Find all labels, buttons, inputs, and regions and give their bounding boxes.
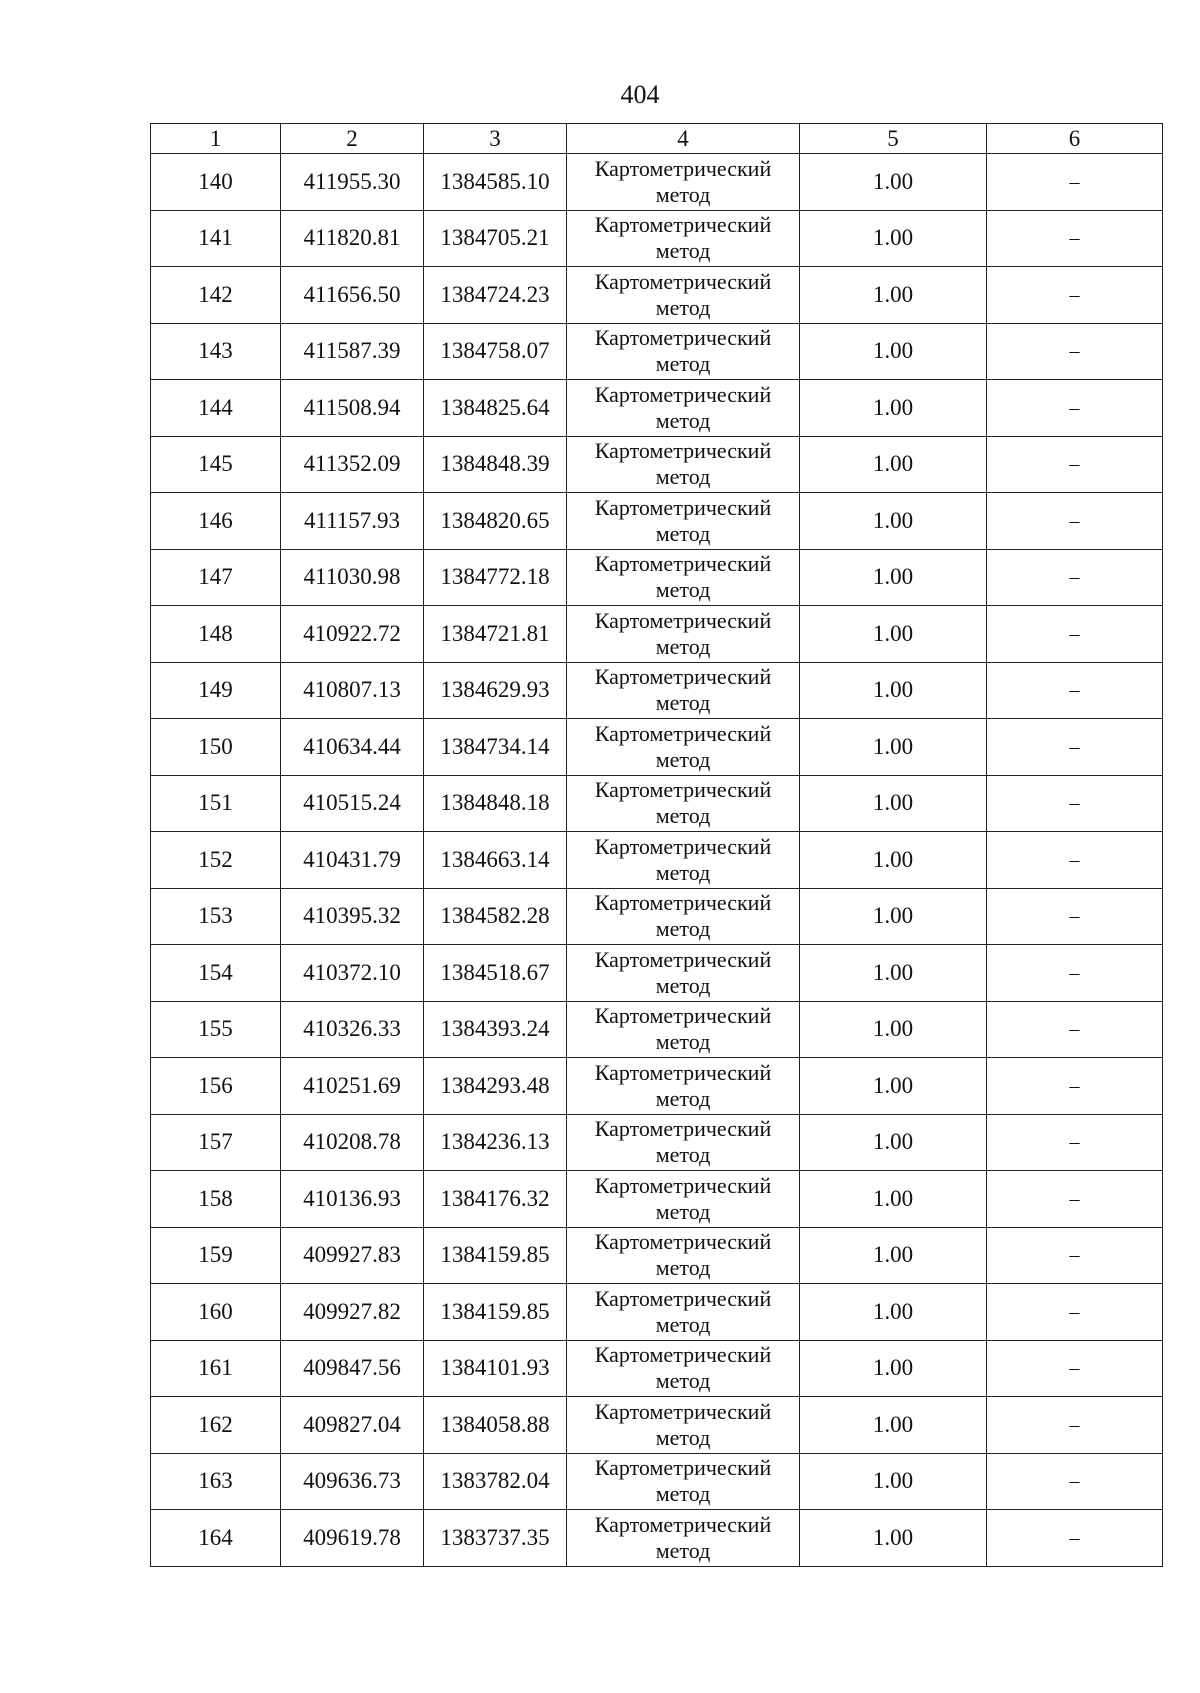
point-number-cell: 147 — [151, 549, 281, 606]
point-number-cell: 140 — [151, 154, 281, 211]
method-cell: Картометрический метод — [567, 1510, 800, 1567]
point-number-cell: 162 — [151, 1397, 281, 1454]
x-coordinate-cell: 410807.13 — [281, 662, 424, 719]
table-row — [151, 1397, 1163, 1454]
method-cell: Картометрический метод — [567, 945, 800, 1002]
x-coordinate-cell: 409927.83 — [281, 1227, 424, 1284]
table-row — [151, 1171, 1163, 1228]
method-cell: Картометрический метод — [567, 380, 800, 437]
method-cell: Картометрический метод — [567, 1114, 800, 1171]
accuracy-cell: 1.00 — [800, 267, 987, 324]
y-coordinate-cell: 1384663.14 — [424, 832, 567, 889]
table-row — [151, 1058, 1163, 1115]
table-body — [151, 154, 1163, 1567]
accuracy-cell: 1.00 — [800, 1001, 987, 1058]
method-cell: Картометрический метод — [567, 493, 800, 550]
method-cell: Картометрический метод — [567, 719, 800, 776]
accuracy-cell: 1.00 — [800, 832, 987, 889]
point-number-cell: 144 — [151, 380, 281, 437]
point-number-cell: 145 — [151, 436, 281, 493]
method-cell: Картометрический метод — [567, 1001, 800, 1058]
table-row — [151, 1114, 1163, 1171]
x-coordinate-cell: 411030.98 — [281, 549, 424, 606]
point-number-cell: 156 — [151, 1058, 281, 1115]
accuracy-cell: 1.00 — [800, 493, 987, 550]
y-coordinate-cell: 1384848.39 — [424, 436, 567, 493]
table-row — [151, 888, 1163, 945]
accuracy-cell: 1.00 — [800, 888, 987, 945]
point-number-cell: 161 — [151, 1340, 281, 1397]
method-cell: Картометрический метод — [567, 1171, 800, 1228]
table-row — [151, 210, 1163, 267]
table-header-row — [151, 124, 1163, 154]
method-cell: Картометрический метод — [567, 775, 800, 832]
x-coordinate-cell: 409636.73 — [281, 1453, 424, 1510]
method-cell: Картометрический метод — [567, 662, 800, 719]
accuracy-cell: 1.00 — [800, 1510, 987, 1567]
y-coordinate-cell: 1384820.65 — [424, 493, 567, 550]
accuracy-cell: 1.00 — [800, 1114, 987, 1171]
coordinates-table — [150, 123, 1163, 1567]
point-number-cell: 141 — [151, 210, 281, 267]
table-row — [151, 1510, 1163, 1567]
point-number-cell: 149 — [151, 662, 281, 719]
point-number-cell: 163 — [151, 1453, 281, 1510]
point-number-cell: 164 — [151, 1510, 281, 1567]
note-cell: – — [987, 945, 1163, 1002]
note-cell: – — [987, 436, 1163, 493]
accuracy-cell: 1.00 — [800, 1453, 987, 1510]
table-row — [151, 154, 1163, 211]
column-header: 1 — [151, 124, 281, 154]
x-coordinate-cell: 411352.09 — [281, 436, 424, 493]
accuracy-cell: 1.00 — [800, 1058, 987, 1115]
y-coordinate-cell: 1384724.23 — [424, 267, 567, 324]
method-cell: Картометрический метод — [567, 154, 800, 211]
note-cell: – — [987, 1397, 1163, 1454]
column-header: 4 — [567, 124, 800, 154]
x-coordinate-cell: 410634.44 — [281, 719, 424, 776]
accuracy-cell: 1.00 — [800, 662, 987, 719]
accuracy-cell: 1.00 — [800, 154, 987, 211]
accuracy-cell: 1.00 — [800, 1397, 987, 1454]
table-row — [151, 493, 1163, 550]
y-coordinate-cell: 1384758.07 — [424, 323, 567, 380]
method-cell: Картометрический метод — [567, 1340, 800, 1397]
method-cell: Картометрический метод — [567, 210, 800, 267]
y-coordinate-cell: 1384236.13 — [424, 1114, 567, 1171]
y-coordinate-cell: 1384176.32 — [424, 1171, 567, 1228]
note-cell: – — [987, 1114, 1163, 1171]
x-coordinate-cell: 409847.56 — [281, 1340, 424, 1397]
accuracy-cell: 1.00 — [800, 719, 987, 776]
note-cell: – — [987, 1453, 1163, 1510]
table-row — [151, 832, 1163, 889]
note-cell: – — [987, 1001, 1163, 1058]
note-cell: – — [987, 549, 1163, 606]
note-cell: – — [987, 1171, 1163, 1228]
table-row — [151, 380, 1163, 437]
note-cell: – — [987, 832, 1163, 889]
method-cell: Картометрический метод — [567, 1397, 800, 1454]
accuracy-cell: 1.00 — [800, 775, 987, 832]
point-number-cell: 146 — [151, 493, 281, 550]
column-header: 3 — [424, 124, 567, 154]
note-cell: – — [987, 662, 1163, 719]
x-coordinate-cell: 410922.72 — [281, 606, 424, 663]
x-coordinate-cell: 411656.50 — [281, 267, 424, 324]
table-row — [151, 662, 1163, 719]
y-coordinate-cell: 1384825.64 — [424, 380, 567, 437]
note-cell: – — [987, 775, 1163, 832]
accuracy-cell: 1.00 — [800, 210, 987, 267]
point-number-cell: 143 — [151, 323, 281, 380]
method-cell: Картометрический метод — [567, 606, 800, 663]
x-coordinate-cell: 411587.39 — [281, 323, 424, 380]
point-number-cell: 158 — [151, 1171, 281, 1228]
y-coordinate-cell: 1384393.24 — [424, 1001, 567, 1058]
table-row — [151, 775, 1163, 832]
x-coordinate-cell: 411157.93 — [281, 493, 424, 550]
note-cell: – — [987, 1510, 1163, 1567]
note-cell: – — [987, 606, 1163, 663]
column-header: 5 — [800, 124, 987, 154]
method-cell: Картометрический метод — [567, 1284, 800, 1341]
y-coordinate-cell: 1384772.18 — [424, 549, 567, 606]
x-coordinate-cell: 410326.33 — [281, 1001, 424, 1058]
table-row — [151, 1001, 1163, 1058]
x-coordinate-cell: 409619.78 — [281, 1510, 424, 1567]
note-cell: – — [987, 1284, 1163, 1341]
x-coordinate-cell: 410395.32 — [281, 888, 424, 945]
table-row — [151, 606, 1163, 663]
point-number-cell: 160 — [151, 1284, 281, 1341]
point-number-cell: 150 — [151, 719, 281, 776]
x-coordinate-cell: 411955.30 — [281, 154, 424, 211]
note-cell: – — [987, 267, 1163, 324]
page-number: 404 — [620, 80, 660, 109]
accuracy-cell: 1.00 — [800, 1340, 987, 1397]
x-coordinate-cell: 410136.93 — [281, 1171, 424, 1228]
accuracy-cell: 1.00 — [800, 1171, 987, 1228]
note-cell: – — [987, 493, 1163, 550]
accuracy-cell: 1.00 — [800, 380, 987, 437]
accuracy-cell: 1.00 — [800, 606, 987, 663]
y-coordinate-cell: 1384293.48 — [424, 1058, 567, 1115]
x-coordinate-cell: 409927.82 — [281, 1284, 424, 1341]
accuracy-cell: 1.00 — [800, 323, 987, 380]
point-number-cell: 142 — [151, 267, 281, 324]
y-coordinate-cell: 1384629.93 — [424, 662, 567, 719]
table-row — [151, 1284, 1163, 1341]
method-cell: Картометрический метод — [567, 436, 800, 493]
point-number-cell: 157 — [151, 1114, 281, 1171]
method-cell: Картометрический метод — [567, 1058, 800, 1115]
table-row — [151, 267, 1163, 324]
y-coordinate-cell: 1384159.85 — [424, 1284, 567, 1341]
note-cell: – — [987, 1340, 1163, 1397]
column-header: 6 — [987, 124, 1163, 154]
y-coordinate-cell: 1384518.67 — [424, 945, 567, 1002]
note-cell: – — [987, 380, 1163, 437]
x-coordinate-cell: 411820.81 — [281, 210, 424, 267]
note-cell: – — [987, 210, 1163, 267]
y-coordinate-cell: 1384848.18 — [424, 775, 567, 832]
method-cell: Картометрический метод — [567, 1227, 800, 1284]
y-coordinate-cell: 1384585.10 — [424, 154, 567, 211]
note-cell: – — [987, 1227, 1163, 1284]
y-coordinate-cell: 1384058.88 — [424, 1397, 567, 1454]
y-coordinate-cell: 1383782.04 — [424, 1453, 567, 1510]
table-row — [151, 1340, 1163, 1397]
method-cell: Картометрический метод — [567, 267, 800, 324]
x-coordinate-cell: 410431.79 — [281, 832, 424, 889]
table-row — [151, 323, 1163, 380]
table-row — [151, 549, 1163, 606]
table-row — [151, 1453, 1163, 1510]
point-number-cell: 153 — [151, 888, 281, 945]
accuracy-cell: 1.00 — [800, 436, 987, 493]
method-cell: Картометрический метод — [567, 549, 800, 606]
column-header: 2 — [281, 124, 424, 154]
y-coordinate-cell: 1384705.21 — [424, 210, 567, 267]
y-coordinate-cell: 1384721.81 — [424, 606, 567, 663]
method-cell: Картометрический метод — [567, 888, 800, 945]
accuracy-cell: 1.00 — [800, 549, 987, 606]
x-coordinate-cell: 409827.04 — [281, 1397, 424, 1454]
point-number-cell: 154 — [151, 945, 281, 1002]
method-cell: Картометрический метод — [567, 1453, 800, 1510]
x-coordinate-cell: 411508.94 — [281, 380, 424, 437]
table-row — [151, 719, 1163, 776]
point-number-cell: 152 — [151, 832, 281, 889]
accuracy-cell: 1.00 — [800, 945, 987, 1002]
y-coordinate-cell: 1383737.35 — [424, 1510, 567, 1567]
method-cell: Картометрический метод — [567, 323, 800, 380]
y-coordinate-cell: 1384582.28 — [424, 888, 567, 945]
point-number-cell: 155 — [151, 1001, 281, 1058]
note-cell: – — [987, 1058, 1163, 1115]
point-number-cell: 151 — [151, 775, 281, 832]
x-coordinate-cell: 410372.10 — [281, 945, 424, 1002]
x-coordinate-cell: 410515.24 — [281, 775, 424, 832]
y-coordinate-cell: 1384159.85 — [424, 1227, 567, 1284]
point-number-cell: 159 — [151, 1227, 281, 1284]
x-coordinate-cell: 410251.69 — [281, 1058, 424, 1115]
note-cell: – — [987, 888, 1163, 945]
point-number-cell: 148 — [151, 606, 281, 663]
method-cell: Картометрический метод — [567, 832, 800, 889]
x-coordinate-cell: 410208.78 — [281, 1114, 424, 1171]
y-coordinate-cell: 1384101.93 — [424, 1340, 567, 1397]
y-coordinate-cell: 1384734.14 — [424, 719, 567, 776]
table-row — [151, 436, 1163, 493]
table-row — [151, 945, 1163, 1002]
accuracy-cell: 1.00 — [800, 1227, 987, 1284]
note-cell: – — [987, 154, 1163, 211]
note-cell: – — [987, 323, 1163, 380]
accuracy-cell: 1.00 — [800, 1284, 987, 1341]
note-cell: – — [987, 719, 1163, 776]
table-row — [151, 1227, 1163, 1284]
